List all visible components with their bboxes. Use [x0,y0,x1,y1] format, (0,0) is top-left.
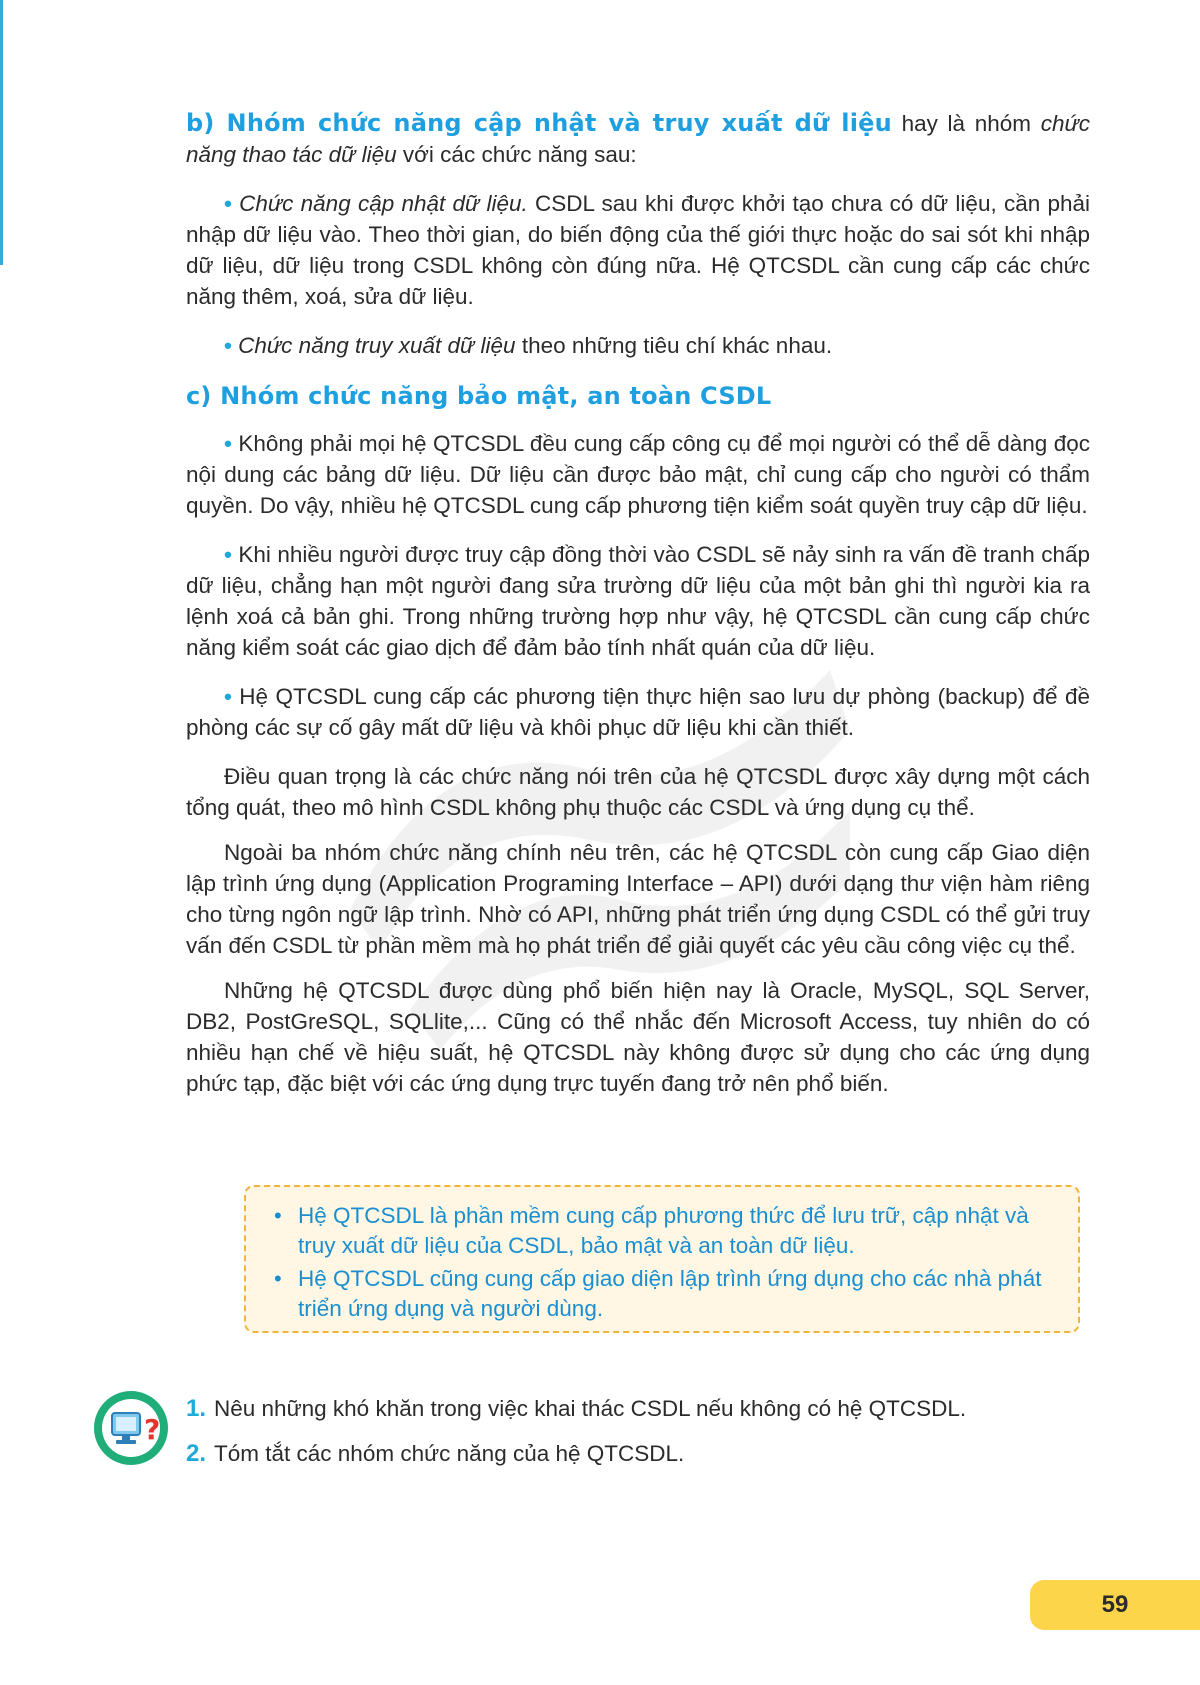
page-edge-line [0,0,3,265]
section-c-heading: c) Nhóm chức năng bảo mật, an toàn CSDL [186,382,772,410]
bullet-dot: • [224,431,232,456]
summary-box [244,1185,1080,1333]
summary-item: • Hệ QTCSDL cũng cung cấp giao diện lập trình ứng dụng cho các nhà phát triển ứng dụng và người dùng. [274,1264,1048,1324]
paragraph-popular-dbms: Những hệ QTCSDL được dùng phổ biến hiện nay là Oracle, MySQL, SQL Server, DB2, PostGreSQL, SQLlite,... Cũng có thể nhắc đến Microsoft Access, tuy nhiên do có nhiều hạn chế về hiệu suất, hệ QTCSDL này không được sử dụng cho các ứng dụng phức tạp, đặc biệt với các ứng dụng trực tuyến đang trở nên phổ biến. [186,978,1090,1096]
question-2: 2. Tóm tắt các nhóm chức năng của hệ QTCSDL. [186,1440,685,1467]
computer-question-icon [92,1389,170,1467]
bullet-dot: • [224,684,232,709]
bullet-update-data: • Chức năng cập nhật dữ liệu. CSDL sau khi được khởi tạo chưa có dữ liệu, cần phải nhập dữ liệu vào. Theo thời gian, do biến động của thế giới thực hoặc do sai sót khi nhập dữ liệu, dữ liệu trong CSDL không còn đúng nữa. Hệ QTCSDL cần cung cấp các chức năng thêm, xoá, sửa dữ liệu. [186,191,1090,309]
section-c-heading-line [186,381,1090,412]
bullet-security-1: • Không phải mọi hệ QTCSDL đều cung cấp công cụ để mọi người có thể dễ dàng đọc nội dung các bảng dữ liệu. Dữ liệu cần được bảo mật, chỉ cung cấp cho người có thẩm quyền. Do vậy, nhiều hệ QTCSDL cung cấp phương tiện kiểm soát quyền truy cập dữ liệu. [186,431,1090,518]
page-number-badge [1030,1580,1200,1630]
section-b-intro: b) Nhóm chức năng cập nhật và truy xuất dữ liệu hay là nhóm chức năng thao tác dữ liệu với các chức năng sau: [186,109,1090,167]
summary-item: • Hệ QTCSDL là phần mềm cung cấp phương thức để lưu trữ, cập nhật và truy xuất dữ liệu của CSDL, bảo mật và an toàn dữ liệu. [274,1201,1048,1261]
bullet-dot: • [224,191,232,216]
bullet-security-3: • Hệ QTCSDL cung cấp các phương tiện thực hiện sao lưu dự phòng (backup) để đề phòng các sự cố gây mất dữ liệu và khôi phục dữ liệu khi cần thiết. [186,684,1090,740]
page-content [186,108,1090,1113]
question-1: 1. Nêu những khó khăn trong việc khai thác CSDL nếu không có hệ QTCSDL. [186,1395,967,1422]
svg-text:?: ? [144,1413,161,1446]
bullet-retrieve-data: • Chức năng truy xuất dữ liệu theo những tiêu chí khác nhau. [224,333,833,358]
bullet-dot: • [274,1266,282,1291]
bullet-dot: • [224,542,232,567]
section-b-heading: b) Nhóm chức năng cập nhật và truy xuất dữ liệu [186,109,892,137]
paragraph-general: Điều quan trọng là các chức năng nói trên của hệ QTCSDL được xây dựng một cách tổng quát, theo mô hình CSDL không phụ thuộc các CSDL và ứng dụng cụ thể. [186,764,1090,820]
bullet-dot: • [224,333,232,358]
bullet-dot: • [274,1203,282,1228]
paragraph-api: Ngoài ba nhóm chức năng chính nêu trên, các hệ QTCSDL còn cung cấp Giao diện lập trình ứng dụng (Application Programing Interface – API) dưới dạng thư viện hàm riêng cho từng ngôn ngữ lập trình. Nhờ có API, những phát triển ứng dụng CSDL có thể gửi truy vấn đến CSDL từ phần mềm mà họ phát triển để giải quyết các yêu cầu công việc cụ thể. [186,840,1090,958]
page-number: 59 [1101,1591,1129,1618]
bullet-security-2: • Khi nhiều người được truy cập đồng thời vào CSDL sẽ nảy sinh ra vấn đề tranh chấp dữ liệu, chẳng hạn một người đang sửa trường dữ liệu của một bản ghi thì người kia ra lệnh xoá cả bản ghi. Trong những trường hợp như vậy, hệ QTCSDL cần cung cấp chức năng kiểm soát các giao dịch để đảm bảo tính nhất quán của dữ liệu. [186,542,1090,660]
